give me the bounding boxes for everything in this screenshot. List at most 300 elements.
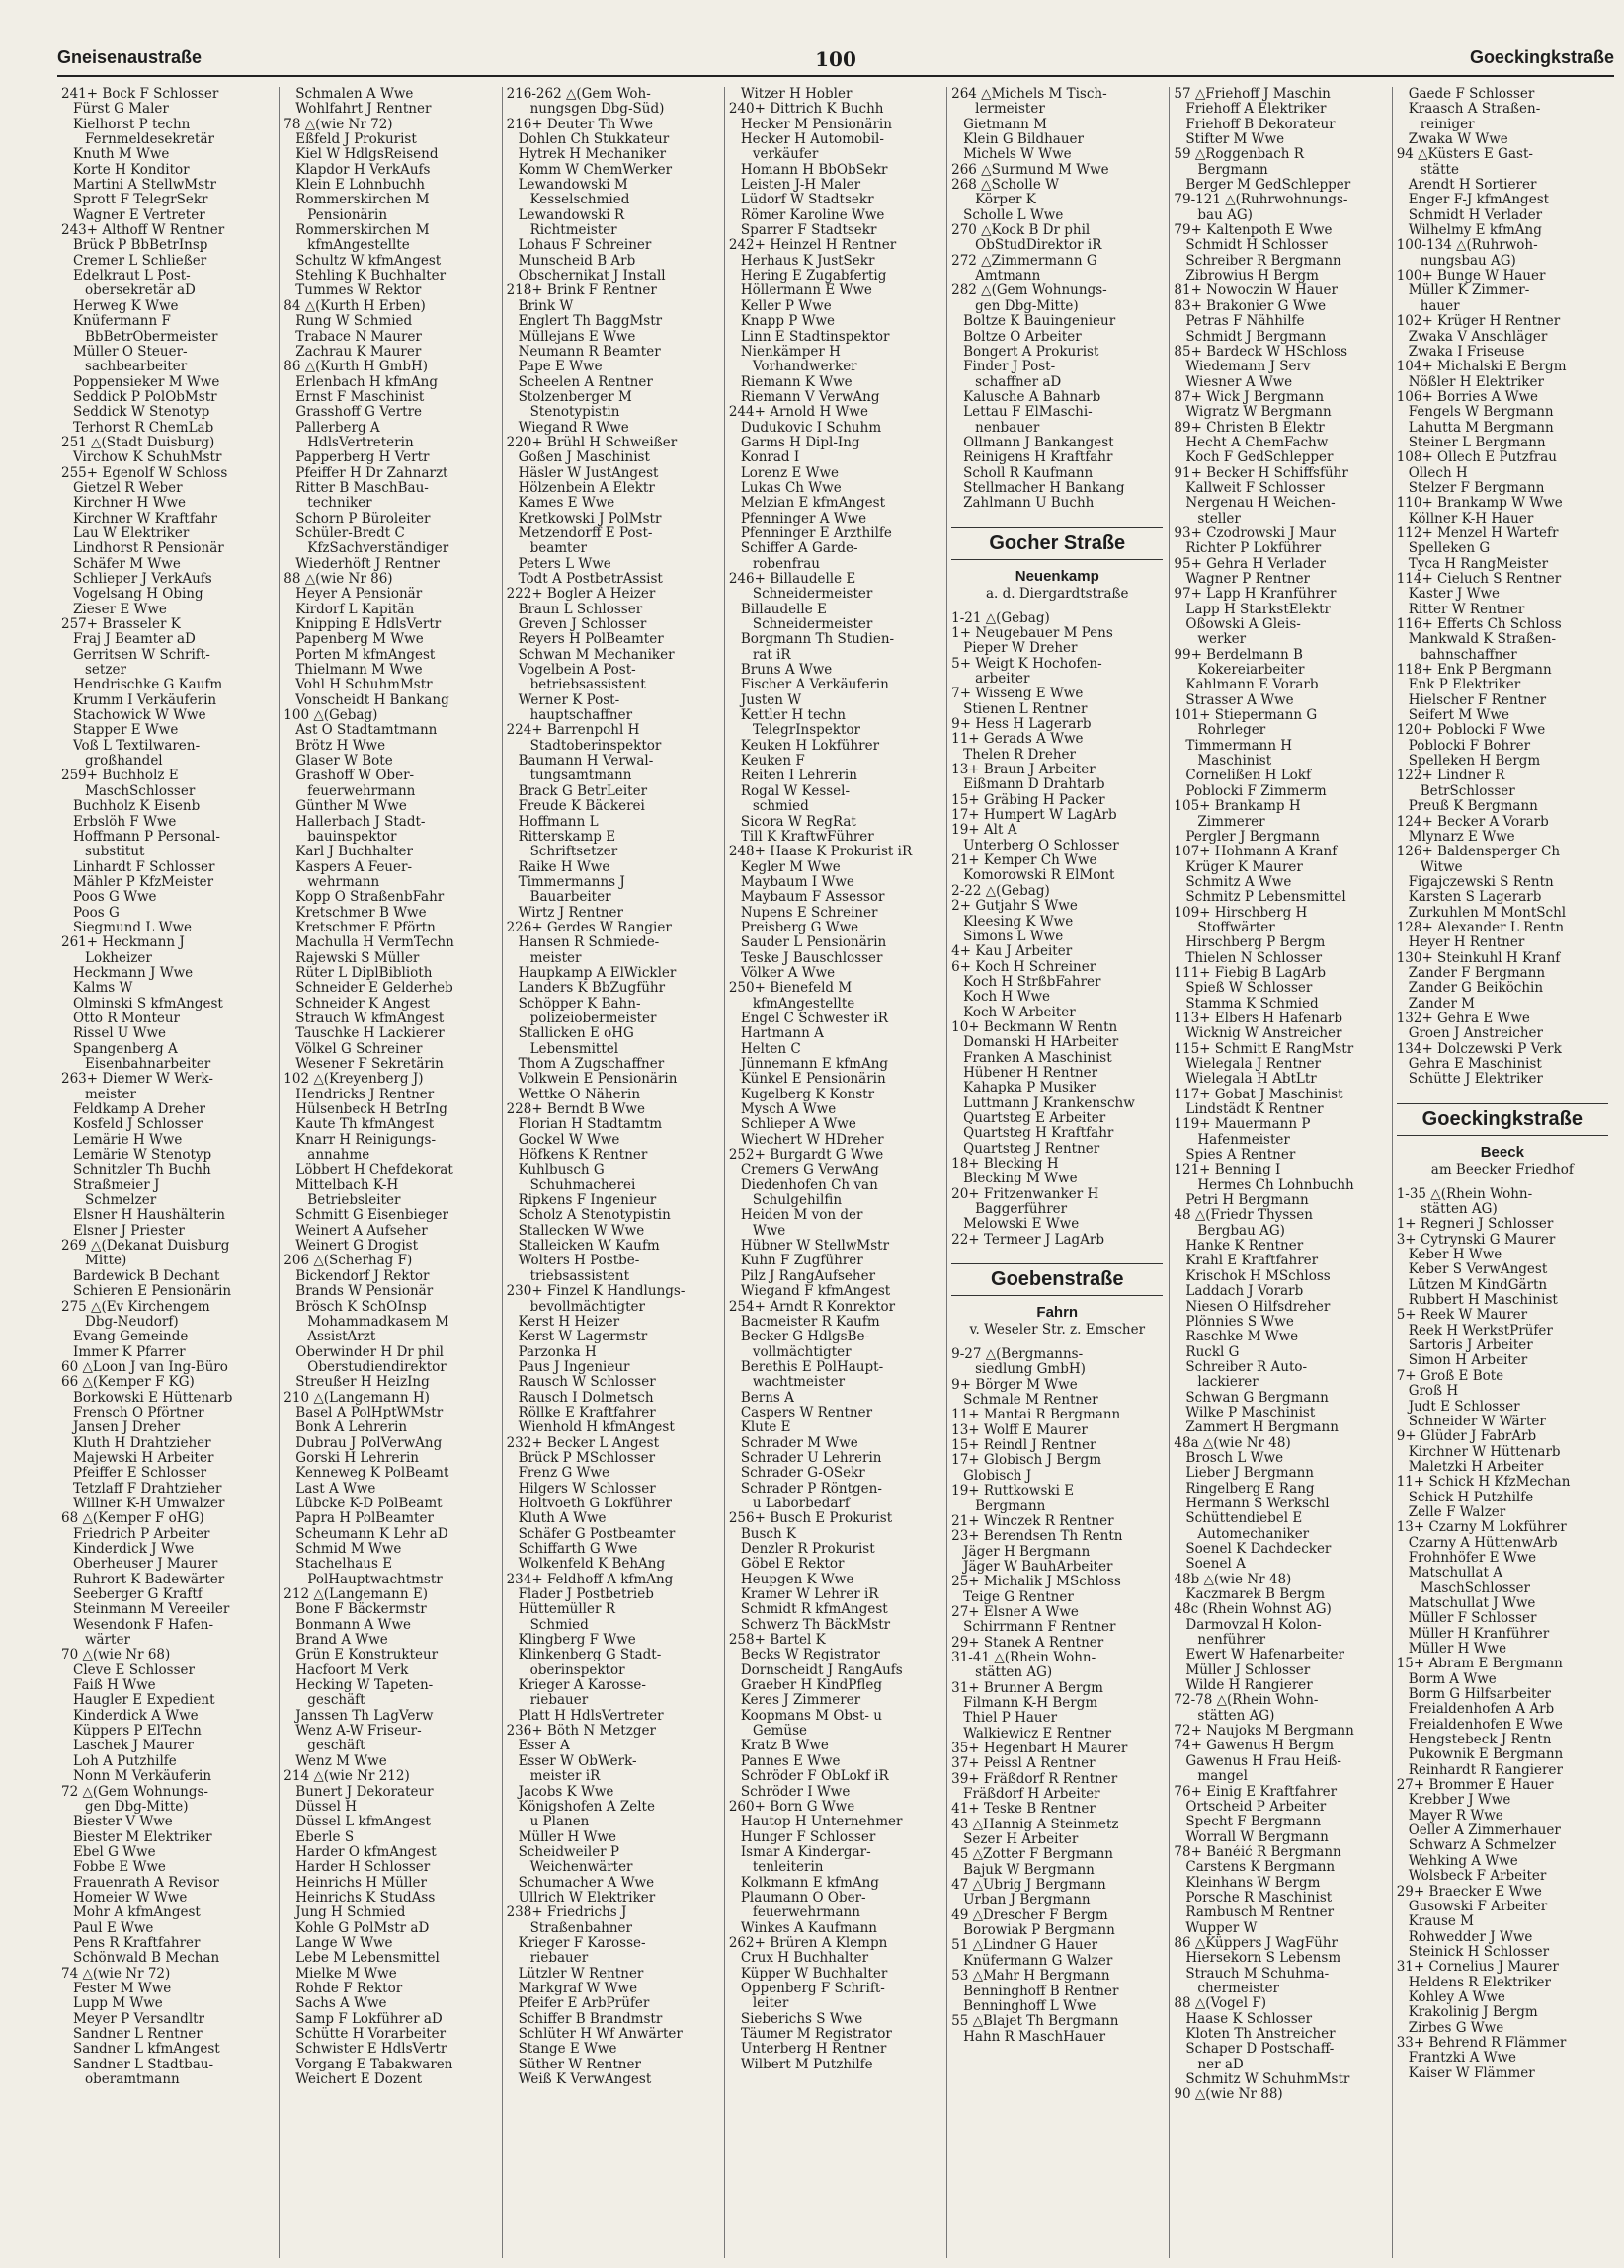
directory-entry: beamter [529,541,587,557]
directory-entry: Luttmann J Krankenschw [963,1095,1135,1111]
directory-entry: Heyer A Pensionär [295,587,423,603]
directory-entry: 45 △Zotter F Bergmann [951,1847,1113,1863]
directory-entry: Wesener F Sekretärin [295,1057,444,1072]
directory-entry: Wupper W [1185,1920,1258,1936]
directory-entry: Hunger F Schlosser [740,1829,876,1845]
directory-entry: Jäger H Bergmann [963,1544,1091,1560]
directory-entry: Hering E Zugabfertig [740,269,887,284]
directory-entry: 13+ Braun J Arbeiter [951,763,1096,778]
directory-entry: werker [1197,632,1247,648]
directory-entry: Maletzki H Arbeiter [1408,1459,1544,1475]
directory-entry: Simon H Arbeiter [1408,1353,1528,1369]
directory-entry: Keller P Wwe [740,298,832,314]
directory-entry: Sparrer F Stadtsekr [740,223,877,239]
directory-entry: Schneidermeister [752,617,873,633]
directory-entry: 19+ Alt A [951,823,1017,839]
directory-entry: Komorowski R ElMont [963,868,1115,884]
directory-entry: Koch H StrßbFahrer [963,974,1101,990]
directory-entry: Lemärie H Wwe [73,1132,183,1148]
directory-entry: Müller O Steuer- [73,344,188,360]
directory-entry: Vorhandwerker [752,360,857,375]
directory-entry: 91+ Becker H Schiffsführ [1174,465,1348,481]
directory-entry: Schütte H Vorarbeiter [295,2027,447,2042]
directory-entry: Krause M [1408,1914,1475,1930]
directory-entry: PolHauptwachtmstr [307,1572,443,1587]
directory-entry: Vorgang E Tabakwaren [295,2057,453,2072]
directory-entry: Mohammadkasem M [307,1314,449,1330]
directory-entry: Schick H Putzhilfe [1408,1490,1534,1505]
directory-entry: Ernst F Maschinist [295,389,425,405]
directory-entry: Rausch W Schlosser [518,1375,656,1391]
directory-entry: Holtvoeth G Lokführer [518,1496,672,1511]
directory-entry: Klein E Lohnbuchh [295,178,425,194]
directory-entry: wehrmann [307,874,380,890]
directory-entry: 78+ Banéić R Bergmann [1174,1844,1341,1860]
directory-entry: Knüfermann G Walzer [963,1953,1113,1969]
directory-entry: Kohle G PolMstr aD [295,1920,430,1936]
directory-entry: Blecking M Wwe [963,1172,1078,1187]
directory-entry: Thom A Zugschaffner [518,1057,665,1072]
directory-entry: Richter P Lokführer [1185,541,1322,557]
directory-entry: Zimmerer [1197,814,1265,830]
directory-entry: Laddach J Vorarb [1185,1284,1304,1300]
directory-entry: Betriebsleiter [307,1193,401,1209]
directory-entry: Hytrek H Mechaniker [518,147,667,163]
directory-entry: 121+ Benning I [1174,1163,1281,1178]
directory-entry: Wenz A-W Friseur- [295,1724,422,1740]
directory-entry: 246+ Billaudelle E [728,572,856,587]
directory-entry: Ollmann J Bankangest [963,435,1114,450]
directory-entry: Gusowski F Arbeiter [1408,1899,1548,1914]
directory-entry: Stolzenberger M [518,389,632,405]
directory-entry: Oberheuser J Maurer [73,1557,218,1573]
directory-entry: BbBetrObermeister [85,329,218,345]
directory-entry: Küpper W Buchhalter [740,1966,888,1982]
directory-entry: 29+ Braecker E Wwe [1396,1884,1542,1900]
directory-entry: Ortscheid P Arbeiter [1185,1799,1327,1815]
directory-entry: stätten AG) [1420,1202,1498,1218]
directory-entry: Stehling K Buchhalter [295,269,447,284]
directory-entry: Brink W [518,298,574,314]
directory-entry: Vogelbein A Post- [518,663,636,679]
directory-entry: Rohrleger [1197,723,1266,739]
directory-entry: bau AG) [1197,207,1253,223]
directory-entry: Schumacher A Wwe [518,1875,655,1891]
directory-entry: Brück P BbBetrInsp [73,238,208,254]
directory-entry: Grasshoff G Vertre [295,405,423,421]
directory-entry: Süther W Rentner [518,2057,641,2072]
directory-entry: Schröder F ObLokf iR [740,1769,889,1785]
directory-entry: Metzendorff E Post- [518,526,653,541]
directory-entry: 226+ Gerdes W Rangier [506,920,672,935]
directory-entry: Wolters H Postbe- [518,1254,640,1269]
directory-entry: Schmitz W SchuhmMstr [1185,2072,1350,2088]
page-number: 100 [815,47,856,71]
directory-entry: Künkel E Pensionärin [740,1072,886,1088]
directory-entry: Zieser E Wwe [73,602,167,617]
directory-entry: Schneider W Wärter [1408,1414,1546,1429]
directory-entry: Olminski S kfmAngest [73,996,223,1012]
directory-entry: Stoffwärter [1197,920,1275,935]
directory-entry: Koch H Wwe [963,990,1051,1006]
directory-entry: substitut [85,845,145,860]
directory-entry: 111+ Fiebig B LagArb [1174,965,1327,981]
directory-entry: Crux H Buchhalter [740,1951,869,1967]
column-7 [1393,87,1614,2258]
directory-entry: Löbbert H Chefdekorat [295,1163,453,1178]
directory-entry: Völker A Wwe [740,965,836,981]
directory-entry: Jansen J Dreher [73,1420,181,1436]
directory-entry: Oeller A Zimmerhauer [1408,1823,1561,1839]
directory-entry: Dudukovic I Schuhm [740,420,882,436]
directory-entry: Berns A [740,1390,794,1406]
directory-entry: Wagner E Vertreter [73,207,205,223]
directory-entry: Ewert W Hafenarbeiter [1185,1648,1344,1663]
directory-entry: Knüfermann F [73,314,171,330]
directory-entry: Esser W ObWerk- [518,1753,637,1769]
directory-entry: Winkes A Kaufmann [740,1920,877,1936]
directory-entry: Höfkens K Rentner [518,1148,648,1164]
directory-entry: 66 △(Kemper F KG) [61,1375,195,1391]
directory-entry: Zelle F Walzer [1408,1504,1506,1520]
directory-entry: Schrader U Lehrerin [740,1450,882,1466]
directory-entry: Ritter W Rentner [1408,602,1525,617]
directory-entry: Mähler P KfzMeister [73,874,214,890]
directory-entry: Wenz M Wwe [295,1753,387,1769]
street-heading [1397,1103,1608,1136]
directory-entry: 250+ Bienefeld M [728,981,853,997]
directory-entry: Linhardt F Schlosser [73,859,215,875]
directory-entry: Kaspers A Feuer- [295,859,413,875]
directory-entry: Hahn R MaschHauer [963,2029,1106,2045]
directory-entry: Wolkenfeld K BehAng [518,1557,666,1573]
directory-entry: Greven J Schlosser [518,617,647,633]
directory-entry: Krumm I Verkäuferin [73,692,217,708]
directory-entry: Spangenberg A [73,1041,178,1057]
directory-entry: Lemärie W Stenotyp [73,1148,212,1164]
directory-entry: Düssel H [295,1799,358,1815]
directory-entry: Müller K Zimmer- [1408,284,1530,299]
directory-columns [57,87,1614,2258]
directory-entry: Pallerberg A [295,420,380,436]
directory-entry: Cremer L Schließer [73,253,207,269]
directory-entry: Weichert E Dozent [295,2072,423,2088]
directory-entry: Tyca H RangMeister [1408,556,1549,572]
directory-entry: 128+ Alexander L Rentn [1396,920,1565,935]
directory-entry: Schirrmann F Rentner [963,1620,1116,1636]
directory-entry: Kirchner H Wwe [73,496,187,512]
directory-entry: Strasser A Wwe [1185,692,1294,708]
directory-entry: Lokheizer [85,950,152,966]
directory-entry: Bickendorf J Rektor [295,1268,430,1284]
street-location: v. Weseler Str. z. Emscher [969,1322,1146,1338]
directory-entry: 31+ Cornelius J Maurer [1396,1960,1559,1976]
directory-entry: leiter [752,1996,789,2012]
running-head-left: Gneisenaustraße [57,47,203,67]
directory-entry: schmied [752,799,809,815]
directory-entry: Sieberichs S Wwe [740,2011,863,2027]
directory-entry: lermeister [975,102,1045,118]
directory-entry: Darmovzal H Kolon- [1185,1617,1322,1633]
directory-entry: Kluth A Wwe [518,1511,607,1527]
directory-entry: 102+ Krüger H Rentner [1396,314,1561,330]
directory-entry: Scholl R Kaufmann [963,465,1094,481]
directory-entry: TelegrInspektor [752,723,860,739]
directory-entry: Schnitzler Th Buchh [73,1163,211,1178]
directory-entry: Lützler W Rentner [518,1966,644,1982]
directory-entry: wärter [85,1633,130,1649]
directory-entry: Wiegand R Wwe [518,420,629,436]
directory-entry: Hübener H Rentner [963,1065,1098,1081]
directory-entry: bauinspektor [307,829,397,845]
directory-entry: 1+ Neugebauer M Pens [951,625,1113,641]
directory-entry: 268 △Scholle W [951,178,1059,194]
directory-entry: 257+ Brasseler K [61,617,181,633]
directory-entry: Schröder I Wwe [740,1784,851,1800]
directory-entry: Ruckl G [1185,1344,1240,1360]
directory-entry: Hirschberg P Bergm [1185,935,1326,951]
page-header [57,45,1614,77]
directory-entry: 113+ Elbers H Hafenarb [1174,1011,1342,1026]
directory-entry: Komm W ChemWerker [518,162,673,178]
directory-entry: Düssel L kfmAngest [295,1815,431,1830]
directory-entry: 97+ Lapp H Kranführer [1174,587,1337,603]
directory-entry: Peters L Wwe [518,556,611,572]
directory-entry: Carstens K Bergmann [1185,1860,1336,1876]
directory-entry: Enk P Elektriker [1408,678,1521,693]
directory-entry: 47 △Übrig J Bergmann [951,1878,1106,1894]
directory-entry: arbeiter [975,672,1030,687]
directory-entry: Wielegala J Rentner [1185,1057,1322,1072]
directory-entry: Bone F Bäckermstr [295,1602,427,1618]
directory-entry: Cleve E Schlosser [73,1662,195,1678]
directory-entry: chermeister [1197,1981,1280,1996]
directory-entry: Schmalen A Wwe [295,87,414,102]
directory-entry: Kenneweg K PolBeamt [295,1466,449,1482]
directory-entry: Otto R Monteur [73,1011,180,1026]
directory-entry: Schulgehilfin [752,1193,843,1209]
directory-entry: Heyer H Rentner [1408,935,1525,951]
directory-entry: Maybaum I Wwe [740,874,854,890]
directory-entry: 55 △Blajet Th Bergmann [951,2014,1119,2030]
directory-entry: hauptschaffner [529,708,633,724]
directory-entry: Karl J Buchhalter [295,845,413,860]
directory-entry: Hilgers W Schlosser [518,1481,656,1497]
directory-entry: Brötz H Wwe [295,738,386,754]
directory-entry: HdlsVertreterin [307,435,414,450]
directory-entry: Berger M GedSchlepper [1185,178,1351,194]
directory-entry: Kerst H Heizer [518,1314,620,1330]
directory-entry: Kinderdick A Wwe [73,1708,199,1724]
directory-entry: Gemüse [752,1724,808,1740]
directory-entry: Gaede F Schlosser [1408,87,1535,102]
directory-entry: Pfeifer E ArbPrüfer [518,1996,650,2012]
directory-entry: Reek H WerkstPrüfer [1408,1323,1553,1338]
directory-entry: Loh A Putzhilfe [73,1753,177,1769]
directory-entry: 261+ Heckmann J [61,935,185,951]
directory-entry: Sandner L kfmAngest [73,2042,220,2058]
directory-entry: Frensch O Pförtner [73,1405,204,1420]
directory-entry: Mysch A Wwe [740,1102,837,1118]
directory-entry: Vohl H SchuhmMstr [295,678,433,693]
directory-entry: 100 △(Gebag) [284,708,378,724]
directory-entry: Steinmann M Vereeiler [73,1602,230,1618]
column-2 [280,87,502,2258]
directory-entry: Stienen L Rentner [963,701,1088,717]
directory-entry: 27+ Brommer E Hauer [1396,1778,1554,1794]
directory-entry: Schwan M Mechaniker [518,647,675,663]
directory-entry: Schneidermeister [752,587,873,603]
directory-entry: triebsassistent [529,1268,630,1284]
directory-entry: Kerst W Lagermstr [518,1330,648,1345]
directory-entry: Esser A [518,1739,570,1754]
directory-entry: 78 △(wie Nr 72) [284,117,393,132]
directory-entry: Weichenwärter [529,1860,633,1876]
directory-entry: Goßen J Maschinist [518,450,650,466]
directory-entry: Lupp M Wwe [73,1996,163,2012]
directory-entry: 93+ Czodrowski J Maur [1174,526,1336,541]
directory-entry: Lewandowski M [518,178,628,194]
directory-entry: 254+ Arndt R Konrektor [728,1299,896,1315]
directory-entry: 21+ Winczek R Rentner [951,1513,1114,1529]
directory-entry: 53 △Mahr H Bergmann [951,1969,1110,1984]
directory-entry: Schmied [529,1617,589,1633]
directory-entry: Erlenbach H kfmAng [295,374,438,390]
directory-entry: Fürst G Maler [73,102,169,118]
directory-entry: Parzonka H [518,1344,597,1360]
directory-entry: Zurkuhlen M MontSchl [1408,905,1567,921]
directory-entry: Müller F Schlosser [1408,1611,1537,1627]
directory-entry: 89+ Christen B Elektr [1174,420,1325,436]
directory-entry: 120+ Poblocki F Wwe [1396,723,1546,739]
directory-entry: Kohley A Wwe [1408,1989,1505,2005]
directory-entry: Stapper E Wwe [73,723,179,739]
district-name: Neuenkamp [1015,567,1099,585]
directory-entry: 10+ Beckmann W Rentn [951,1019,1118,1035]
directory-entry: 105+ Brankamp H [1174,799,1301,815]
directory-entry: Haugler E Expedient [73,1693,215,1709]
directory-entry: Sachs A Wwe [295,1996,387,2012]
directory-entry: Lebe M Lebensmittel [295,1951,440,1967]
directory-entry: Rohwedder J Wwe [1408,1929,1533,1945]
directory-entry: 282 △(Gem Wohnungs- [951,284,1107,299]
directory-entry: 86 △(Kurth H GmbH) [284,360,429,375]
directory-entry: Wwe [752,1223,786,1239]
directory-entry: 1-21 △(Gebag) [951,610,1050,626]
directory-entry: Heckmann J Wwe [73,965,194,981]
directory-entry: Rung W Schmied [295,314,413,330]
directory-entry: Machulla H VermTechn [295,935,454,951]
directory-entry: Sandner L Stadtbau- [73,2057,214,2072]
directory-entry: 264 △Michels M Tisch- [951,87,1107,102]
directory-entry: 275 △(Ev Kirchengem [61,1299,210,1315]
directory-entry: Wesendonk F Hafen- [73,1617,214,1633]
directory-entry: 95+ Gehra H Verlader [1174,556,1326,572]
directory-entry: Nupens E Schreiner [740,905,878,921]
directory-entry: Biester M Elektriker [73,1829,212,1845]
directory-entry: Stifter M Wwe [1185,132,1285,148]
directory-entry: Schneider K Angest [295,996,430,1012]
directory-entry: 228+ Berndt B Wwe [506,1102,645,1118]
directory-entry: Hiersekorn S Lebensm [1185,1951,1341,1967]
directory-entry: Täumer M Registrator [740,2027,892,2042]
directory-entry: Wilhelmy E kfmAng [1408,223,1542,239]
directory-entry: Riemann V VerwAng [740,389,880,405]
directory-entry: Knarr H Reinigungs- [295,1132,437,1148]
running-head-right: Goeckingkstraße [1469,47,1614,67]
directory-entry: 17+ Humpert W LagArb [951,808,1117,824]
directory-entry: Reyers H PolBeamter [518,632,664,648]
directory-entry: 76+ Einig E Kraftfahrer [1174,1784,1338,1800]
directory-entry: oberinspektor [529,1662,625,1678]
directory-entry: Lewandowski R [518,207,625,223]
directory-entry: Figajczewski S Rentn [1408,874,1554,890]
directory-entry: 243+ Althoff W Rentner [61,223,225,239]
directory-entry: Kames E Wwe [518,496,615,512]
directory-entry: Lau W Elektriker [73,526,190,541]
directory-entry: 18+ Blecking H [951,1157,1059,1172]
directory-entry: Schneider E Gelderheb [295,981,453,997]
directory-entry: Schultz W kfmAngest [295,253,442,269]
directory-entry: Heinrichs H Müller [295,1875,427,1891]
directory-entry: Amtmann [975,269,1041,284]
directory-entry: Graeber H KindPfleg [740,1678,883,1694]
directory-entry: Tummes W Rektor [295,284,422,299]
directory-entry: 72 △(Gem Wohnungs- [61,1784,208,1800]
directory-entry: 242+ Heinzel H Rentner [728,238,897,254]
directory-entry: Rausch I Dolmetsch [518,1390,654,1406]
directory-entry: 244+ Arnold H Wwe [728,405,868,421]
directory-entry: 2+ Gutjahr S Wwe [951,899,1078,915]
directory-entry: Scholz A Stenotypistin [518,1208,671,1224]
directory-entry: Thielmann M Wwe [295,663,423,679]
directory-entry: Zibrowius H Bergm [1185,269,1319,284]
directory-entry: 272 △Zimmermann G [951,253,1097,269]
directory-entry: Arendt H Sortierer [1408,178,1537,194]
directory-entry: Pape E Wwe [518,360,603,375]
directory-entry: Poblocki F Zimmerm [1185,783,1327,799]
directory-entry: 248+ Haase K Prokurist iR [728,845,913,860]
directory-entry: Dornscheidt J RangAufs [740,1662,903,1678]
directory-entry: Reinigens H Kraftfahr [963,450,1113,466]
directory-entry: 86 △Küppers J WagFühr [1174,1935,1338,1951]
directory-entry: Elsner H Haushälterin [73,1208,225,1224]
directory-entry: ObStudDirektor iR [975,238,1102,254]
directory-entry: Eisenbahnarbeiter [85,1057,211,1072]
directory-entry: Spelleken H Bergm [1408,754,1541,770]
directory-entry: Terhorst R ChemLab [73,420,214,436]
directory-entry: Göbel E Rektor [740,1557,845,1573]
directory-entry: 270 △Kock B Dr phil [951,223,1091,239]
directory-entry: Schieren E Pensionärin [73,1284,232,1300]
directory-entry: 100-134 △(Ruhrwoh- [1396,238,1538,254]
directory-entry: Sicora W RegRat [740,814,856,830]
directory-entry: Dbg-Neudorf) [85,1314,179,1330]
directory-entry: 256+ Busch E Prokurist [728,1511,893,1527]
directory-entry: Virchow K SchuhMstr [73,450,222,466]
directory-entry: 74 △(wie Nr 72) [61,1966,171,1982]
directory-entry: Kolkmann E kfmAng [740,1875,879,1891]
directory-entry: Frauenrath A Revisor [73,1875,219,1891]
directory-entry: Gorski H Lehrerin [295,1450,419,1466]
directory-entry: 13+ Czarny M Lokführer [1396,1520,1567,1536]
directory-entry: Bunert J Dekorateur [295,1784,434,1800]
directory-entry: sachbearbeiter [85,360,188,375]
directory-entry: 79-121 △(Ruhrwohnungs- [1174,193,1348,208]
directory-entry: Englert Th BaggMstr [518,314,663,330]
directory-entry: 11+ Gerads A Wwe [951,732,1084,748]
directory-entry: Fräßdorf H Arbeiter [963,1787,1100,1803]
